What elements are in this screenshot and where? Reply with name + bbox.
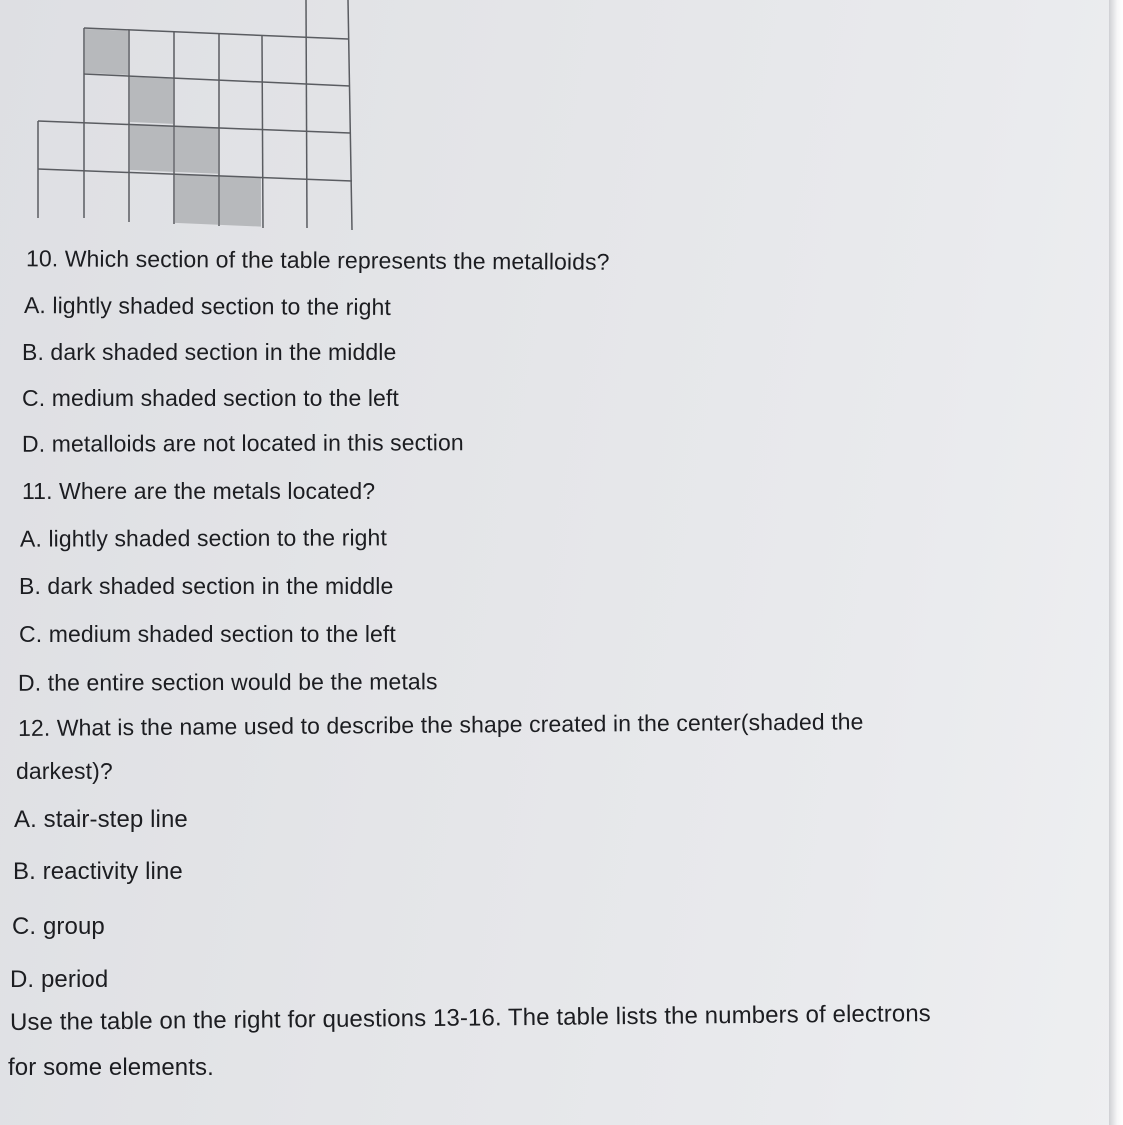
question-11-option-c: C. medium shaded section to the left <box>19 621 396 647</box>
shaded-cell <box>175 174 218 225</box>
question-12-option-a: A. stair-step line <box>14 806 188 833</box>
shaded-cell <box>175 126 218 174</box>
page-edge <box>1109 0 1123 1125</box>
question-12-option-b: B. reactivity line <box>13 858 183 885</box>
question-12-option-c: C. group <box>12 913 105 940</box>
question-11-option-a: A. lightly shaded section to the right <box>19 524 387 552</box>
question-10-option-d: D. metalloids are not located in this section <box>21 429 464 457</box>
question-12-line-1: 12. What is the name used to describe the shape created in the center(shaded the <box>17 708 864 741</box>
grid-line <box>262 36 263 228</box>
shaded-cell <box>130 77 173 124</box>
instruction-line-1: Use the table on the right for questions 13-16. The table lists the numbers of electrons <box>9 1000 931 1036</box>
shaded-cell <box>220 176 261 227</box>
question-10-option-a: A. lightly shaded section to the right <box>23 292 391 320</box>
question-11-option-b: B. dark shaded section in the middle <box>19 573 394 599</box>
question-11: 11. Where are the metals located? <box>22 478 376 504</box>
question-11-option-d: D. the entire section would be the metals <box>17 668 438 696</box>
instruction-line-2: for some elements. <box>8 1054 214 1081</box>
grid-line <box>348 0 352 230</box>
question-12-option-d: D. period <box>10 966 109 993</box>
grid-line <box>84 74 350 86</box>
question-10-option-b: B. dark shaded section in the middle <box>22 339 397 365</box>
question-10: 10. Which section of the table represents the metalloids? <box>25 245 610 275</box>
shaded-cell <box>130 124 173 172</box>
periodic-table-fragment <box>0 0 360 232</box>
grid-line <box>306 0 307 228</box>
question-12-line-2: darkest)? <box>16 758 113 784</box>
shaded-cell <box>85 29 128 75</box>
question-10-option-c: C. medium shaded section to the left <box>22 385 399 411</box>
